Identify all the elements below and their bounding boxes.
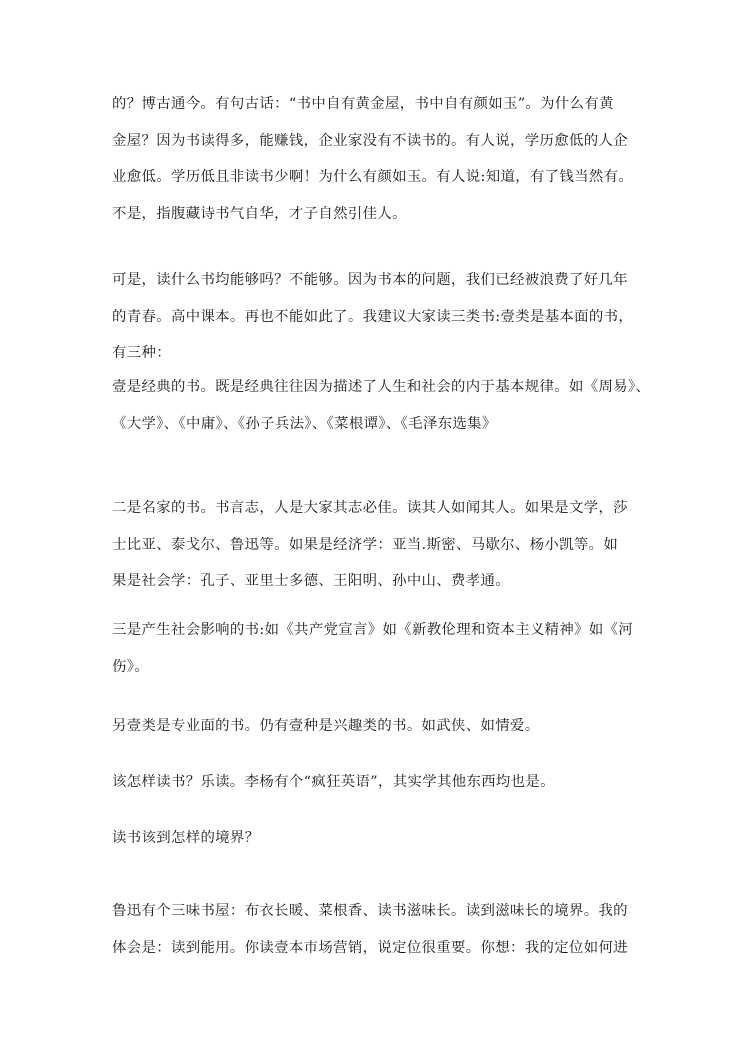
text-line: 读书该到怎样的境界？: [112, 830, 260, 846]
text-line: 该怎样读书？乐读。李杨有个“疯狂英语”，其实学其他东西均也是。: [112, 774, 555, 790]
paragraph-7: [112, 764, 642, 801]
paragraph-6: [112, 708, 642, 745]
text-line: 体会是：读到能用。你读壹本市场营销，说定位很重要。你想：我的定位如何进: [112, 939, 628, 956]
text-line: 伤》。: [112, 658, 150, 675]
paragraph-5: [112, 612, 642, 685]
text-line: 鲁迅有个三味书屋：布衣长暖、菜根香、读书滋味长。读到滋味长的境界。我的: [112, 903, 628, 919]
text-line: 有三种：: [112, 345, 171, 361]
text-line: 壹是经典的书。既是经典往往因为描述了人生和社会的内于基本规律。如《周易》、: [112, 379, 651, 395]
paragraph-1: [112, 86, 642, 232]
text-line: 《大学》、《中庸》、《孙子兵法》、《菜根谭》、《毛泽东选集》: [112, 415, 497, 432]
text-line: 金屋？因为书读得多，能赚钱，企业家没有不读书的。有人说，学历愈低的人企: [112, 132, 628, 149]
text-line: 士比亚、泰戈尔、鲁迅等。如果是经济学：亚当.斯密、马歇尔、杨小凯等。如: [112, 536, 619, 553]
paragraph-4: [112, 490, 642, 600]
paragraph-8: [112, 820, 642, 857]
text-line: 三是产生社会影响的书:如《共产党宣言》如《新教伦理和资本主义精神》如《河: [112, 622, 634, 638]
text-line: 业愈低。学历低且非读书少啊！为什么有颜如玉。有人说:知道，有了钱当然有。: [112, 169, 634, 185]
text-line: 另壹类是专业面的书。仍有壹种是兴趣类的书。如武侠、如情爱。: [112, 718, 540, 734]
text-line: 果是社会学：孔子、亚里士多德、王阳明、孙中山、费孝通。: [112, 573, 510, 589]
text-line: 可是，读什么书均能够吗？不能够。因为书本的问题，我们已经被浪费了好几年: [112, 272, 628, 288]
text-line: 的青春。高中课本。再也不能如此了。我建议大家读三类书:壹类是基本面的书，: [112, 308, 634, 325]
text-line: 不是，指腹藏诗书气自华，才子自然引佳人。: [112, 205, 407, 222]
paragraph-3: [112, 369, 651, 442]
paragraph-9: [112, 893, 642, 966]
text-line: 二是名家的书。书言志，人是大家其志必佳。读其人如闻其人。如果是文学，莎: [112, 500, 628, 516]
text-line: 的？博古通今。有句古话：“书中自有黄金屋，书中自有颜如玉”。为什么有黄: [112, 96, 614, 112]
paragraph-2: [112, 262, 642, 372]
